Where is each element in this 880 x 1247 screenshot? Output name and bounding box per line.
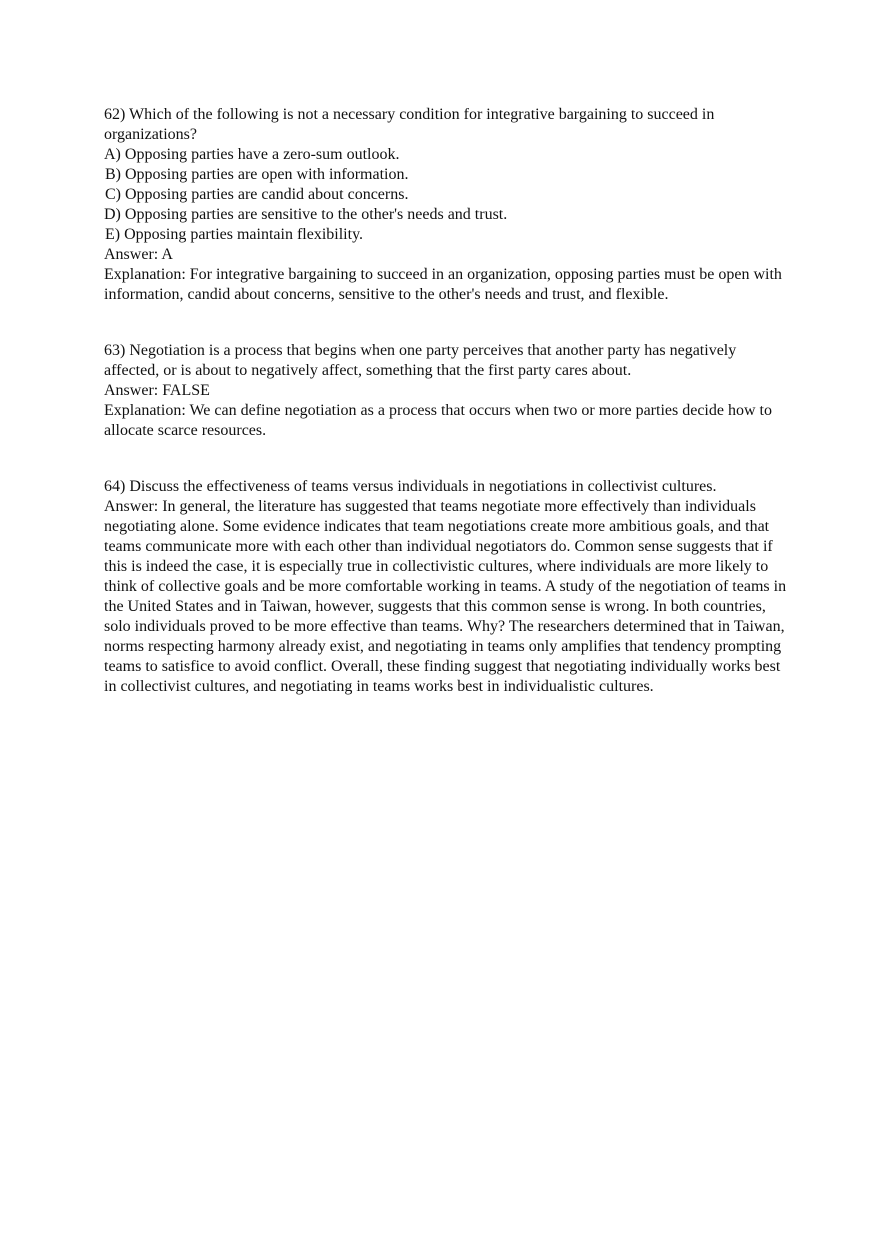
explanation-text: Explanation: For integrative bargaining to succeed in an organization, opposing parties must be open with information, candid about concerns, sensitive to the other's needs and trust, and flexible. xyxy=(104,266,782,303)
question-64 xyxy=(104,477,794,697)
document-page xyxy=(104,105,794,697)
answer-option-a: A) Opposing parties have a zero-sum outlook. xyxy=(104,146,400,163)
answer-text: Answer: In general, the literature has suggested that teams negotiate more effectively than individuals negotiating alone. Some evidence indicates that team negotiations create more ambitious goals, and that teams communicate more with each other than individual negotiators do. Common sense suggests that if this is indeed the case, it is especially true in collectivistic cultures, where individuals are more likely to think of collective goals and be more comfortable working in teams. A study of the negotiation of teams in the United States and in Taiwan, however, suggests that this common sense is wrong. In both countries, solo individuals proved to be more effective than teams. Why? The researchers determined that in Taiwan, norms respecting harmony already exist, and negotiating in teams only amplifies that tendency prompting teams to satisfice to avoid conflict. Overall, these finding suggest that negotiating individually works best in collectivist cultures, and negotiating in teams works best in individualistic cultures. xyxy=(104,498,787,695)
answer-option-b: B) Opposing parties are open with information. xyxy=(105,166,409,183)
answer-option-c: C) Opposing parties are candid about concerns. xyxy=(105,186,409,203)
answer-option-e: E) Opposing parties maintain flexibility. xyxy=(105,226,364,243)
question-stem: 62) Which of the following is not a necessary condition for integrative bargaining to succeed in organizations? xyxy=(104,106,715,143)
question-stem: 64) Discuss the effectiveness of teams versus individuals in negotiations in collectivist cultures. xyxy=(104,478,717,495)
answer-text: Answer: FALSE xyxy=(104,382,210,399)
answer-text: Answer: A xyxy=(104,246,173,263)
question-62 xyxy=(104,105,794,305)
answer-option-d: D) Opposing parties are sensitive to the other's needs and trust. xyxy=(104,206,508,223)
question-63 xyxy=(104,341,794,441)
question-stem: 63) Negotiation is a process that begins when one party perceives that another party has negatively affected, or is about to negatively affect, something that the first party cares about. xyxy=(104,342,737,379)
explanation-text: Explanation: We can define negotiation as a process that occurs when two or more parties decide how to allocate scarce resources. xyxy=(104,402,772,439)
